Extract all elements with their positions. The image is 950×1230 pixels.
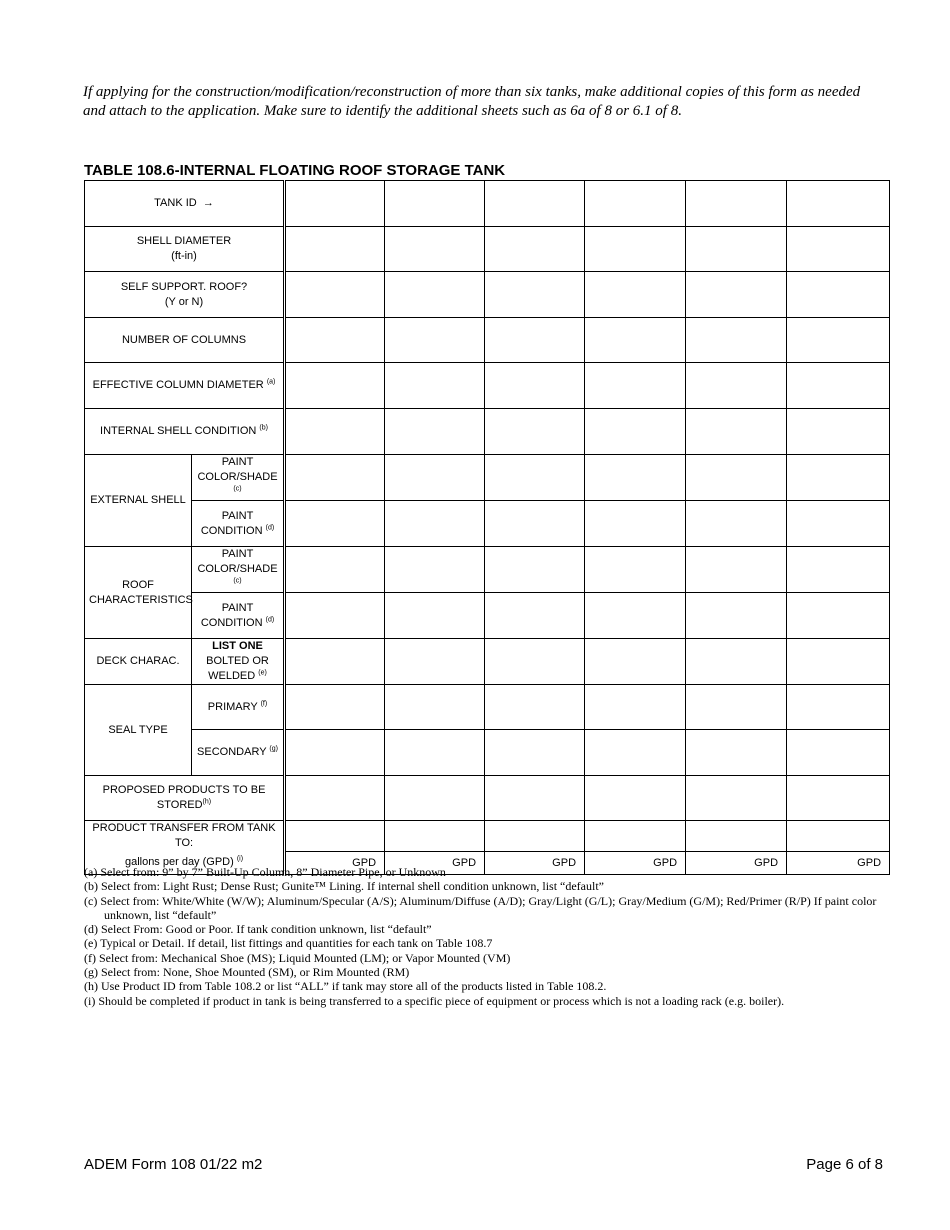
footnote-d: (d) Select From: Good or Poor. If tank condition unknown, list “default” (84, 922, 432, 937)
gpd-input-6[interactable]: GPD (787, 851, 890, 874)
footnote-h: (h) Use Product ID from Table 108.2 or list “ALL” if tank may store all of the products listed in Table 108.2. (84, 979, 607, 994)
form-id: ADEM Form 108 01/22 m2 (84, 1156, 263, 1173)
gpd-input-1[interactable]: GPD (285, 851, 385, 874)
shell-diameter-input-6[interactable] (787, 227, 890, 272)
gallons-per-day-label: gallons per day (GPD) $^{(i)}$ (85, 851, 285, 874)
external-paint-condition-input-6[interactable] (787, 501, 890, 547)
internal-shell-condition-input-6[interactable] (787, 409, 890, 455)
self-support-input-4[interactable] (585, 272, 686, 318)
deck-charac-input-2[interactable] (385, 639, 485, 685)
number-of-columns-input-4[interactable] (585, 318, 686, 363)
number-of-columns-label: NUMBER OF COLUMNS (85, 318, 285, 363)
product-transfer-input-6[interactable] (787, 821, 890, 852)
internal-shell-condition-input-5[interactable] (686, 409, 787, 455)
roof-paint-color-input-1[interactable] (285, 547, 385, 593)
number-of-columns-input-5[interactable] (686, 318, 787, 363)
external-paint-color-input-6[interactable] (787, 455, 890, 501)
product-transfer-input-1[interactable] (285, 821, 385, 852)
row-number-of-columns (85, 318, 890, 363)
footnote-f: (f) Select from: Mechanical Shoe (MS); Liquid Mounted (LM); or Vapor Mounted (VM) (84, 950, 511, 965)
footnote-b: (b) Select from: Light Rust; Dense Rust; Gunite™ Lining. If internal shell condition unknown, list “default” (84, 879, 605, 894)
gpd-input-4[interactable]: GPD (585, 851, 686, 874)
roof-paint-color-input-2[interactable] (385, 547, 485, 593)
external-paint-color-input-3[interactable] (485, 455, 585, 501)
seal-secondary-input-3[interactable] (485, 730, 585, 776)
number-of-columns-input-3[interactable] (485, 318, 585, 363)
row-proposed-products (85, 776, 890, 821)
deck-charac-input-3[interactable] (485, 639, 585, 685)
seal-secondary-label: SECONDARY $^{(g)}$ (192, 730, 285, 776)
seal-secondary-input-1[interactable] (285, 730, 385, 776)
number-of-columns-input-6[interactable] (787, 318, 890, 363)
external-paint-color-input-2[interactable] (385, 455, 485, 501)
internal-shell-condition-input-3[interactable] (485, 409, 585, 455)
effective-column-diameter-input-2[interactable] (385, 363, 485, 409)
footnote-i: (i) Should be completed if product in tank is being transferred to a specific piece of equipment or process which is not a loading rack (e.g. boiler). (84, 993, 785, 1008)
gpd-input-3[interactable]: GPD (485, 851, 585, 874)
seal-primary-input-1[interactable] (285, 685, 385, 730)
tank-id-input-6[interactable] (787, 181, 890, 227)
tank-id-input-1[interactable] (285, 181, 385, 227)
external-shell-label: EXTERNAL SHELL (85, 455, 192, 547)
seal-primary-input-6[interactable] (787, 685, 890, 730)
seal-primary-input-2[interactable] (385, 685, 485, 730)
footnote-e: (e) Typical or Detail. If detail, list fittings and quantities for each tank on Table 108.7 (84, 936, 493, 951)
row-deck-charac (85, 639, 890, 685)
row-tank-id (85, 181, 890, 227)
footnote-a: (a) Select from: 9” by 7” Built-Up Column, 8” Diameter Pipe, or Unknown (84, 865, 446, 879)
tank-id-label: TANK ID → (85, 181, 285, 227)
proposed-products-input-3[interactable] (485, 776, 585, 821)
row-roof-color (85, 547, 890, 593)
external-paint-color-input-4[interactable] (585, 455, 686, 501)
number-of-columns-input-1[interactable] (285, 318, 385, 363)
tank-id-input-3[interactable] (485, 181, 585, 227)
proposed-products-input-5[interactable] (686, 776, 787, 821)
roof-paint-color-input-5[interactable] (686, 547, 787, 593)
shell-diameter-input-1[interactable] (285, 227, 385, 272)
roof-paint-condition-input-2[interactable] (385, 593, 485, 639)
roof-paint-color-input-3[interactable] (485, 547, 585, 593)
shell-diameter-input-2[interactable] (385, 227, 485, 272)
footnote-g: (g) Select from: None, Shoe Mounted (SM), or Rim Mounted (RM) (84, 965, 410, 980)
number-of-columns-input-2[interactable] (385, 318, 485, 363)
seal-primary-input-5[interactable] (686, 685, 787, 730)
self-support-input-6[interactable] (787, 272, 890, 318)
roof-paint-condition-input-4[interactable] (585, 593, 686, 639)
gpd-input-5[interactable]: GPD (686, 851, 787, 874)
product-transfer-input-5[interactable] (686, 821, 787, 852)
roof-paint-color-input-6[interactable] (787, 547, 890, 593)
external-paint-condition-input-1[interactable] (285, 501, 385, 547)
shell-diameter-label: SHELL DIAMETER (ft-in) (85, 227, 285, 272)
self-support-input-1[interactable] (285, 272, 385, 318)
row-external-shell-condition (85, 501, 890, 547)
row-external-shell-color (85, 455, 890, 501)
effective-column-diameter-input-6[interactable] (787, 363, 890, 409)
product-transfer-input-3[interactable] (485, 821, 585, 852)
external-paint-condition-input-4[interactable] (585, 501, 686, 547)
external-paint-condition-input-2[interactable] (385, 501, 485, 547)
self-support-input-5[interactable] (686, 272, 787, 318)
proposed-products-input-6[interactable] (787, 776, 890, 821)
self-support-input-3[interactable] (485, 272, 585, 318)
shell-diameter-input-3[interactable] (485, 227, 585, 272)
deck-charac-input-5[interactable] (686, 639, 787, 685)
seal-secondary-input-6[interactable] (787, 730, 890, 776)
seal-primary-input-4[interactable] (585, 685, 686, 730)
external-paint-condition-input-3[interactable] (485, 501, 585, 547)
row-roof-condition (85, 593, 890, 639)
seal-type-label: SEAL TYPE (85, 685, 192, 776)
deck-charac-input-1[interactable] (285, 639, 385, 685)
proposed-products-input-2[interactable] (385, 776, 485, 821)
shell-diameter-input-4[interactable] (585, 227, 686, 272)
seal-secondary-input-5[interactable] (686, 730, 787, 776)
external-paint-color-input-1[interactable] (285, 455, 385, 501)
tank-id-input-4[interactable] (585, 181, 686, 227)
row-seal-secondary (85, 730, 890, 776)
proposed-products-input-1[interactable] (285, 776, 385, 821)
product-transfer-input-2[interactable] (385, 821, 485, 852)
internal-shell-condition-input-2[interactable] (385, 409, 485, 455)
footnotes (84, 865, 884, 1008)
seal-primary-label: PRIMARY $^{(f)}$ (192, 685, 285, 730)
proposed-products-label: PROPOSED PRODUCTS TO BE STORED$^{(h)}$ (85, 776, 285, 821)
external-paint-color-label: PAINT COLOR/SHADE $^{(c)}$ (192, 455, 285, 501)
product-transfer-label: PRODUCT TRANSFER FROM TANK TO: (85, 821, 285, 852)
external-paint-condition-label: PAINT CONDITION $^{(d)}$ (192, 501, 285, 547)
roof-paint-color-input-4[interactable] (585, 547, 686, 593)
effective-column-diameter-input-5[interactable] (686, 363, 787, 409)
row-shell-diameter (85, 227, 890, 272)
roof-characteristics-label: ROOF CHARACTERISTICS (85, 547, 192, 639)
seal-secondary-input-4[interactable] (585, 730, 686, 776)
deck-charac-input-4[interactable] (585, 639, 686, 685)
intro-instructions: If applying for the construction/modification/reconstruction of more than six tanks, make additional copies of this form as needed and attach to the application. Make sure to identify the additional sheets such as 6a of 8 or 6.1 of 8. (83, 84, 861, 119)
row-self-support-roof (85, 272, 890, 318)
row-product-transfer (85, 821, 890, 852)
row-internal-shell-condition (85, 409, 890, 455)
roof-paint-condition-input-6[interactable] (787, 593, 890, 639)
tank-id-input-2[interactable] (385, 181, 485, 227)
right-arrow-icon: → (202, 197, 214, 209)
internal-shell-condition-label: INTERNAL SHELL CONDITION $^{(b)}$ (85, 409, 285, 455)
effective-column-diameter-input-4[interactable] (585, 363, 686, 409)
proposed-products-input-4[interactable] (585, 776, 686, 821)
row-seal-primary (85, 685, 890, 730)
gpd-input-2[interactable]: GPD (385, 851, 485, 874)
row-effective-column-diameter (85, 363, 890, 409)
self-support-label: SELF SUPPORT. ROOF? (Y or N) (85, 272, 285, 318)
product-transfer-input-4[interactable] (585, 821, 686, 852)
self-support-input-2[interactable] (385, 272, 485, 318)
seal-primary-input-3[interactable] (485, 685, 585, 730)
external-paint-condition-input-5[interactable] (686, 501, 787, 547)
roof-paint-condition-input-5[interactable] (686, 593, 787, 639)
internal-shell-condition-input-4[interactable] (585, 409, 686, 455)
table-title: TABLE 108.6-INTERNAL FLOATING ROOF STORAGE TANK (84, 162, 506, 179)
external-paint-color-input-5[interactable] (686, 455, 787, 501)
roof-paint-color-label: PAINT COLOR/SHADE $^{(c)}$ (192, 547, 285, 593)
page-number: Page 6 of 8 (806, 1156, 883, 1173)
deck-charac-input-6[interactable] (787, 639, 890, 685)
effective-column-diameter-input-1[interactable] (285, 363, 385, 409)
effective-column-diameter-input-3[interactable] (485, 363, 585, 409)
deck-type-label: LIST ONE BOLTED OR WELDED $^{(e)}$ (192, 639, 285, 685)
internal-shell-condition-input-1[interactable] (285, 409, 385, 455)
shell-diameter-input-5[interactable] (686, 227, 787, 272)
roof-paint-condition-input-1[interactable] (285, 593, 385, 639)
seal-secondary-input-2[interactable] (385, 730, 485, 776)
tank-id-input-5[interactable] (686, 181, 787, 227)
internal-floating-roof-table (84, 180, 890, 875)
footnote-c: (c) Select from: White/White (W/W); Aluminum/Specular (A/S); Aluminum/Diffuse (A/D); Gray/Light (G/L); Gray/Medium (G/M); Red/Primer (R/P) If paint color unknown, list “default” (84, 893, 877, 922)
deck-charac-label: DECK CHARAC. (85, 639, 192, 685)
effective-column-diameter-label: EFFECTIVE COLUMN DIAMETER $^{(a)}$ (85, 363, 285, 409)
roof-paint-condition-label: PAINT CONDITION $^{(d)}$ (192, 593, 285, 639)
roof-paint-condition-input-3[interactable] (485, 593, 585, 639)
